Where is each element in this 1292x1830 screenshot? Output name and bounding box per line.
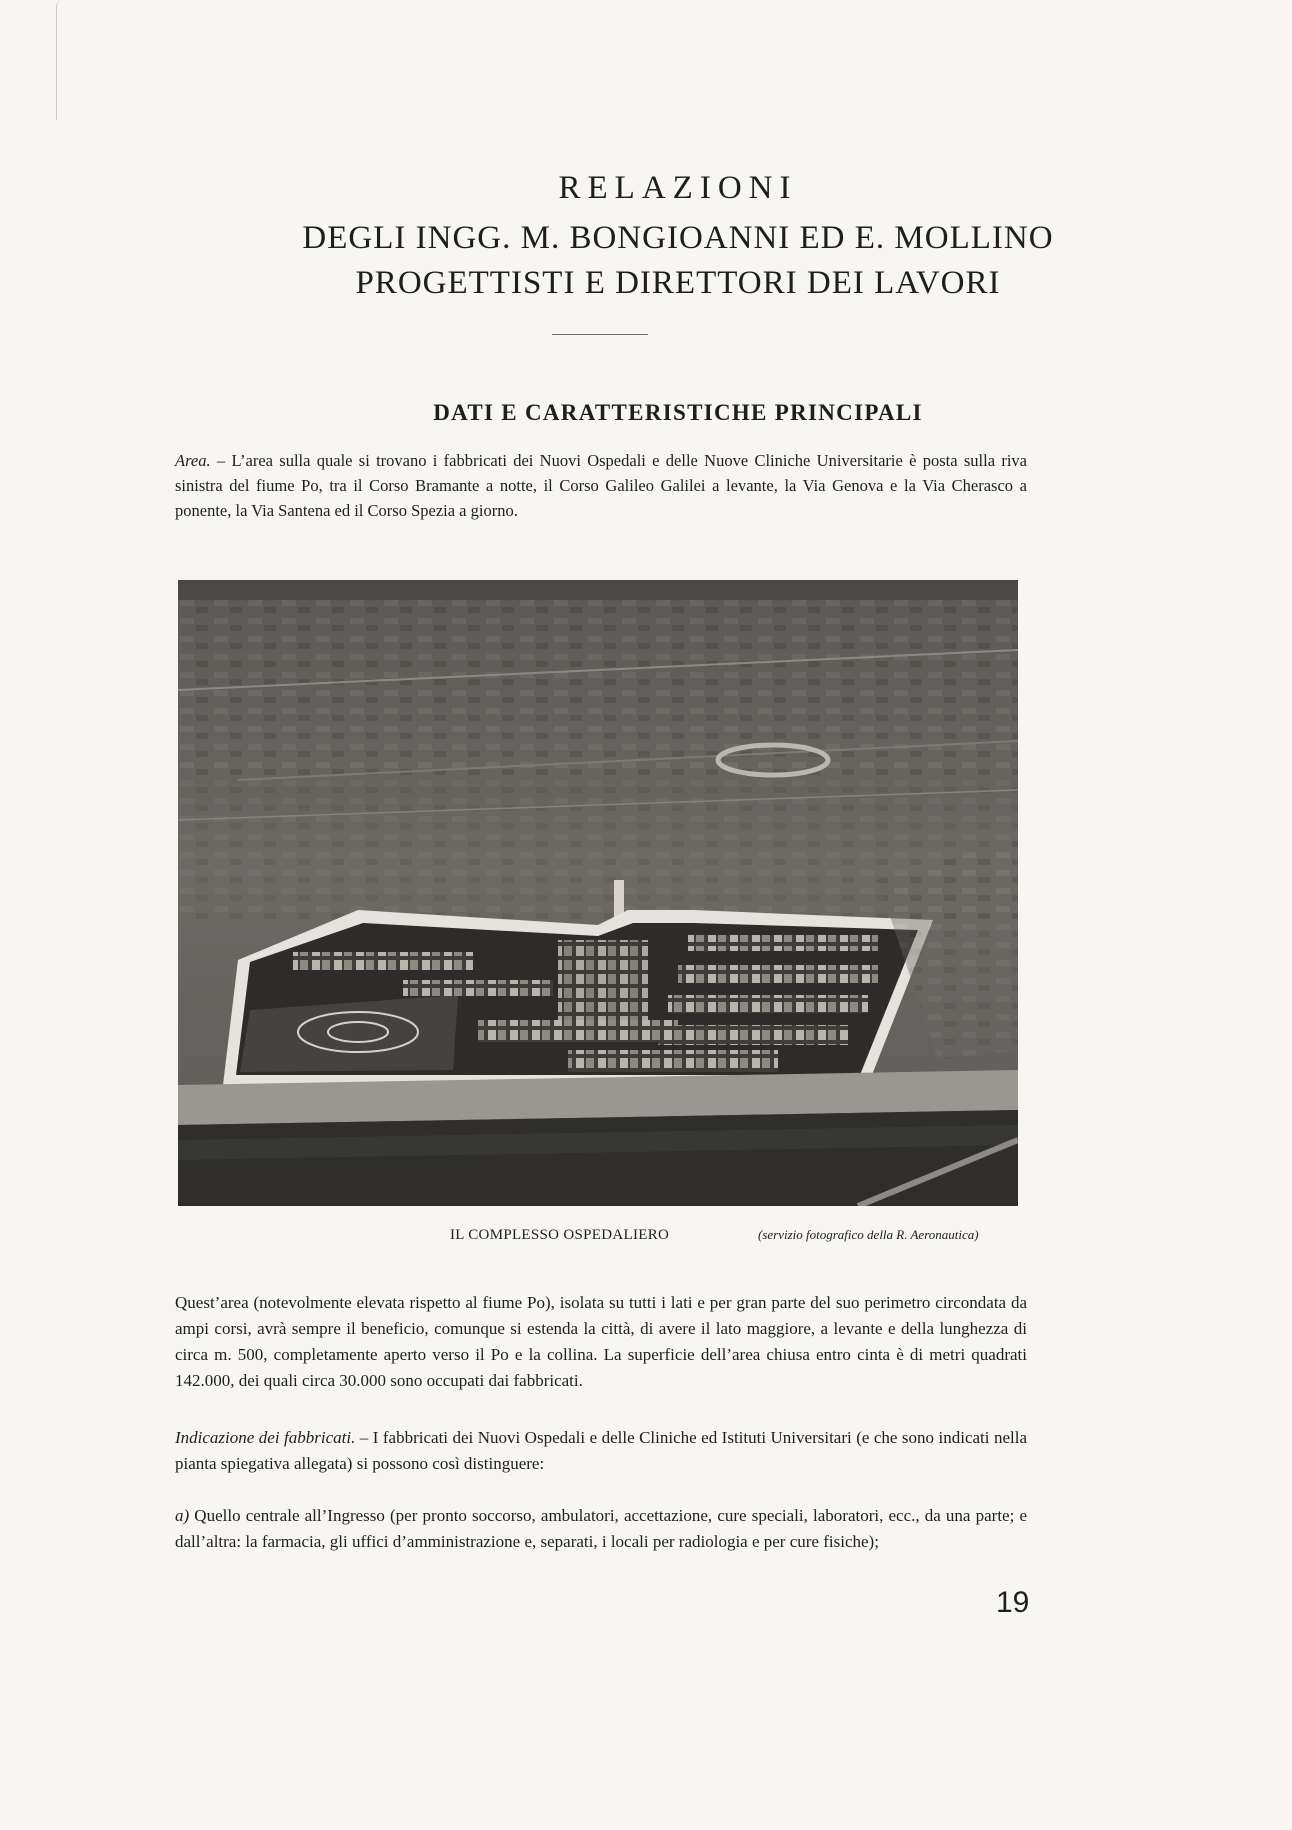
figure-caption: IL COMPLESSO OSPEDALIERO: [450, 1227, 670, 1243]
list-item-a: [175, 1503, 1027, 1555]
list-item-a-label: a): [175, 1506, 190, 1525]
page-title: RELAZIONI: [558, 170, 798, 206]
buildings-paragraph: [175, 1425, 1027, 1477]
buildings-text: – I fabbricati dei Nuovi Ospedali e delle Cliniche ed Istituti Universitari (e che sono indicati nella pianta spiegativa allegata) si possono così distinguere:: [175, 1428, 1027, 1473]
list-item-a-text: Quello centrale all’Ingresso (per pronto soccorso, ambulatori, accettazione, cure speciali, laboratori, ecc., da una parte; e dall’altra: la farmacia, gli uffici d’amministrazione e, separati, i locali per radiologia e per cure fisiche);: [175, 1506, 1027, 1551]
scan-edge-mark: [56, 0, 63, 120]
aerial-photo-illustration: [178, 580, 1018, 1206]
section-heading: DATI E CARATTERISTICHE PRINCIPALI: [433, 400, 923, 425]
page-number: 19: [996, 1586, 1030, 1619]
authors-role-line: PROGETTISTI E DIRETTORI DEI LAVORI: [355, 265, 1001, 301]
authors-line: DEGLI INGG. M. BONGIOANNI ED E. MOLLINO: [302, 220, 1054, 256]
area-label: Area.: [175, 451, 211, 470]
site-description-paragraph: Quest’area (notevolmente elevata rispetto al fiume Po), isolata su tutti i lati e per gran parte del suo perimetro circondata da ampi corsi, avrà sempre il beneficio, comunque si estenda la città, di avere il lato maggiore, a levante e della lunghezza di circa m. 500, completamente aperto verso il Po e la collina. La superficie dell’area chiusa entro cinta è di metri quadrati 142.000, dei quali circa 30.000 sono occupati dai fabbricati.: [175, 1293, 1027, 1390]
area-paragraph: [175, 448, 1027, 523]
buildings-label: Indicazione dei fabbricati.: [175, 1428, 356, 1447]
area-text: – L’area sulla quale si trovano i fabbricati dei Nuovi Ospedali e delle Nuove Cliniche Universitarie è posta sulla riva sinistra del fiume Po, tra il Corso Bramante a notte, il Corso Galileo Galilei a levante, la Via Genova e la Via Cherasco a ponente, la Via Santena ed il Corso Spezia a giorno.: [175, 451, 1027, 520]
figure-credit: (servizio fotografico della R. Aeronautica): [758, 1227, 979, 1242]
aerial-photograph: [178, 580, 1018, 1206]
title-divider: [552, 334, 648, 335]
